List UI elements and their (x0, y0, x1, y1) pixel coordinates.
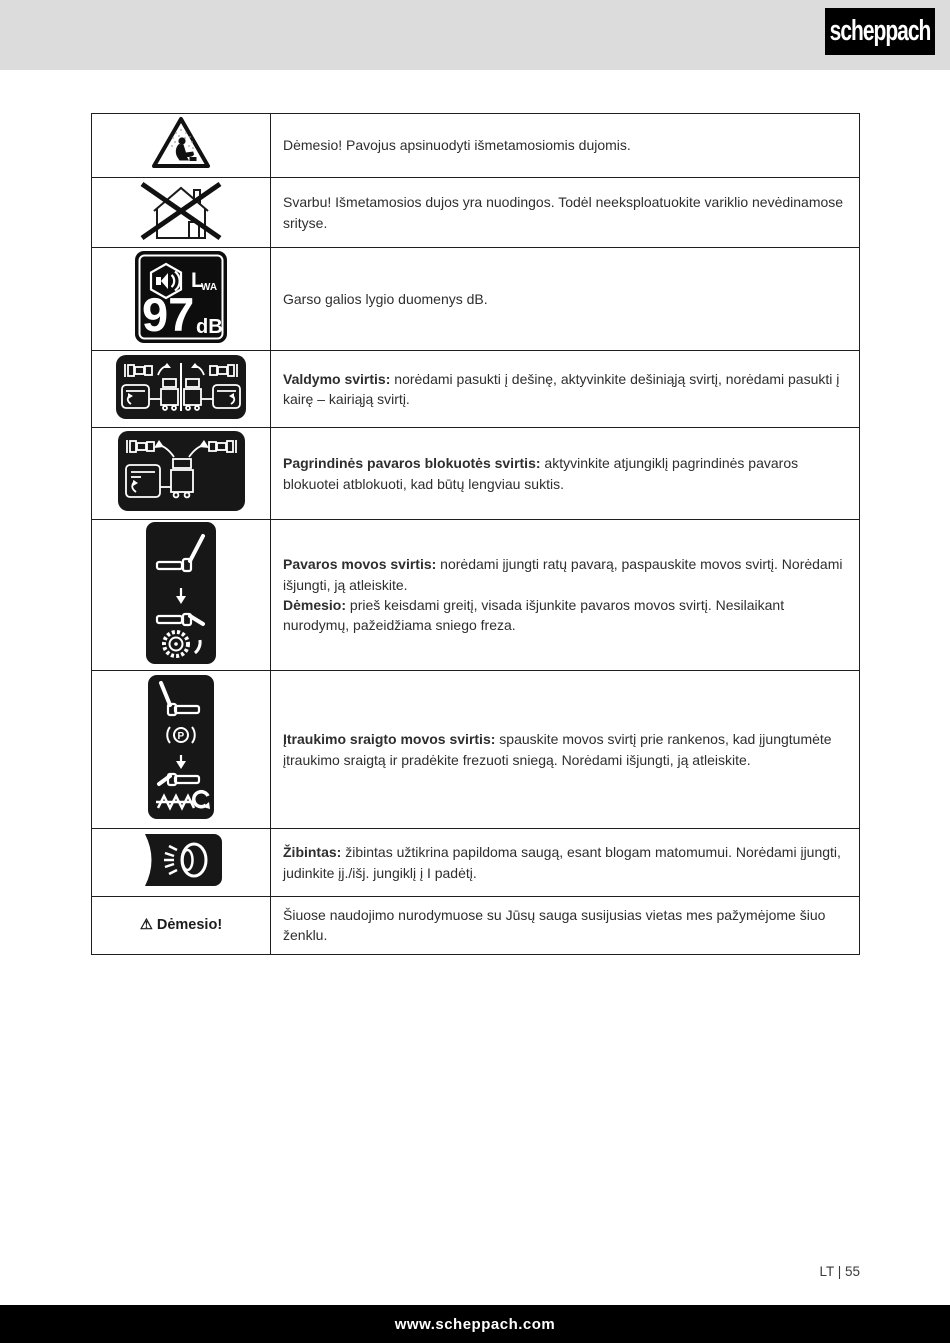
drive-clutch-lever-icon (146, 522, 216, 664)
table-row (92, 829, 860, 897)
row-text: Svarbu! Išmetamosios dujos yra nuodingos. Todėl neeksploatuokite variklio nevėdinamose srityse. (283, 194, 844, 231)
table-row (92, 351, 860, 428)
row-text: Garso galios lygio duomenys dB. (283, 290, 488, 307)
row-text: norėdami pasukti į dešinę, aktyvinkite dešiniąją svirtį, norėdami pasukti į kairę – kairiąją svirtį. (283, 370, 840, 407)
table-row (92, 428, 860, 520)
table-row (92, 520, 860, 671)
scheppach-logo (825, 8, 935, 55)
drive-lock-lever-icon (118, 431, 245, 511)
db-unit: dB (196, 315, 223, 338)
row-lead: Pagrindinės pavaros blokuotės svirtis: (283, 455, 541, 472)
footer-bar (0, 1305, 950, 1343)
table-row (92, 114, 860, 178)
parking-label: P (177, 731, 185, 742)
website-link[interactable]: www.scheppach.com (394, 1315, 556, 1333)
table-row (92, 897, 860, 955)
row-lead: Dėmesio: (283, 597, 347, 613)
row-text: Dėmesio! Pavojus apsinuodyti išmetamosiomis dujomis. (283, 137, 631, 154)
warning-triangle-icon: ⚠ (139, 917, 153, 934)
exhaust-warning-icon (150, 115, 212, 171)
row-lead: Pavaros movos svirtis: (283, 556, 437, 573)
table-row (92, 178, 860, 248)
headlight-icon (139, 833, 223, 887)
lwa-sub-label: WA (201, 281, 218, 293)
scheppach-logo-text: scheppach (829, 15, 931, 47)
row-text: Šiuose naudojimo nurodymuose su Jūsų sauga susijusias vietas mes pažymėjome šiuo ženklu. (283, 907, 826, 944)
no-indoor-use-icon (136, 179, 226, 241)
row-text: norėdami įjungti ratų pavarą, paspauskite movos svirtį. Norėdami išjungti, ją atleiskite. (283, 556, 843, 593)
db-value: 97 (142, 287, 195, 341)
page-number: LT | 55 (819, 1264, 860, 1279)
table-row (92, 671, 860, 829)
auger-clutch-lever-icon (148, 675, 214, 819)
header-band (0, 0, 950, 70)
row-lead: Žibintas: (283, 844, 342, 861)
row-lead: Valdymo svirtis: (283, 370, 391, 387)
symbols-table (91, 113, 860, 955)
steering-levers-icon (116, 355, 246, 419)
row-text: spauskite movos svirtį prie rankenos, kad įjungtumėte įtraukimo sraigtą ir pradėkite frezuoti sniegą. Norėdami išjungti, ją atleiskite. (283, 731, 832, 768)
table-row (92, 248, 860, 351)
sound-power-icon (135, 251, 227, 343)
row-text: aktyvinkite atjungiklį pagrindinės pavaros blokuotei atblokuoti, kad būtų lengviau suktis. (283, 455, 799, 492)
lwa-label: L (191, 268, 204, 292)
row-text: prieš keisdami greitį, visada išjunkite pavaros movos svirtį. Nesilaikant nurodymų, pažeidžiama sniego freza. (283, 597, 785, 634)
attention-label: Dėmesio! (156, 917, 223, 934)
row-text: žibintas užtikrina papildoma saugą, esant blogam matomumui. Norėdami įjungti, judinkite įj./išj. jungiklį į I padėtį. (283, 844, 841, 881)
row-lead: Įtraukimo sraigto movos svirtis: (283, 731, 496, 748)
